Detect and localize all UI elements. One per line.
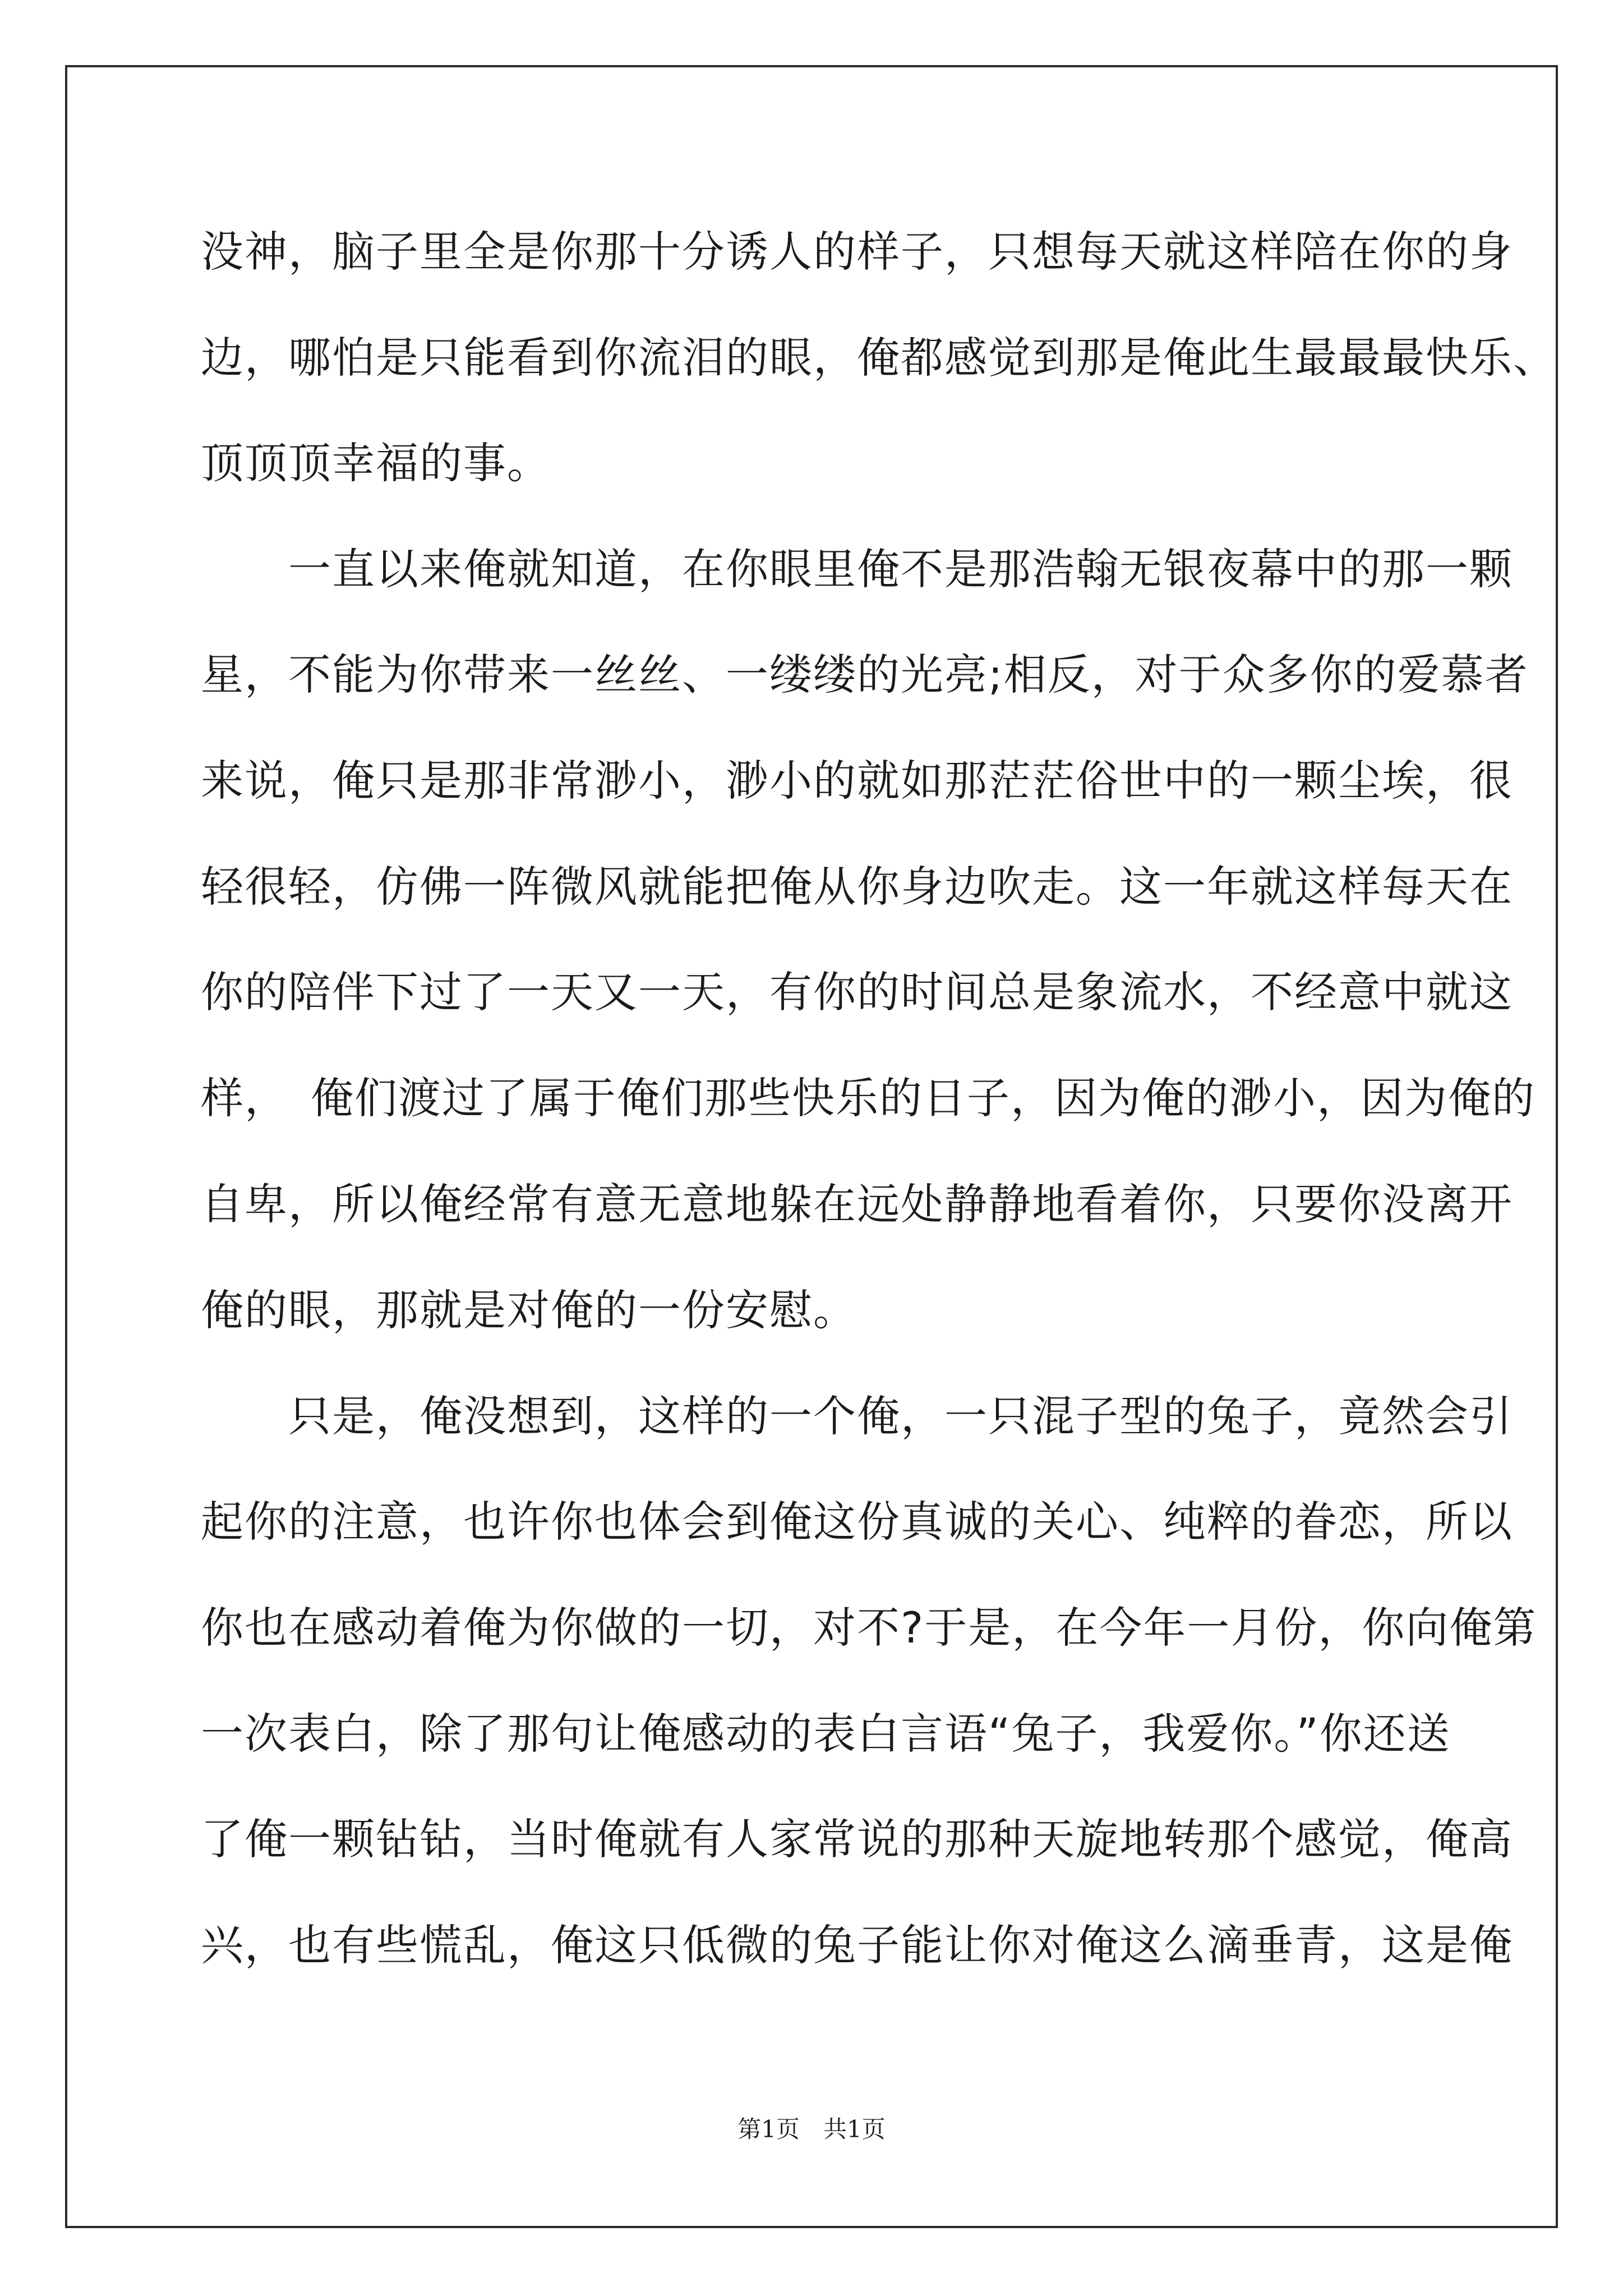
text-line: 顶顶顶幸福的事。 <box>201 438 551 488</box>
text-line: 来说，俺只是那非常渺小，渺小的就如那茫茫俗世中的一颗尘埃，很 <box>201 756 1513 806</box>
text-line: 俺的眼，那就是对俺的一份安慰。 <box>201 1285 857 1335</box>
text-line: 只是，俺没想到，这样的一个俺，一只混子型的兔子，竟然会引 <box>201 1391 1513 1441</box>
page-border <box>65 65 1558 2228</box>
text-line: 起你的注意，也许你也体会到俺这份真诚的关心、纯粹的眷恋，所以 <box>201 1497 1513 1547</box>
text-line: 了俺一颗钻钻，当时俺就有人家常说的那种天旋地转那个感觉，俺高 <box>201 1814 1513 1864</box>
text-line: 没神，脑子里全是你那十分诱人的样子，只想每天就这样陪在你的身 <box>201 227 1513 277</box>
text-line: 自卑，所以俺经常有意无意地躲在远处静静地看着你，只要你没离开 <box>201 1179 1513 1229</box>
text-line: 你也在感动着俺为你做的一切，对不?于是，在今年一月份，你向俺第 <box>201 1603 1537 1653</box>
text-line: 轻很轻，仿佛一阵微风就能把俺从你身边吹走。这一年就这样每天在 <box>201 862 1513 912</box>
text-line: 你的陪伴下过了一天又一天，有你的时间总是象流水，不经意中就这 <box>201 967 1513 1017</box>
text-line: 样， 俺们渡过了属于俺们那些快乐的日子，因为俺的渺小，因为俺的 <box>201 1073 1536 1123</box>
text-line: 边，哪怕是只能看到你流泪的眼，俺都感觉到那是俺此生最最最快乐、 <box>201 333 1557 383</box>
text-line: 星，不能为你带来一丝丝、一缕缕的光亮;相反，对于众多你的爱慕者 <box>201 650 1529 700</box>
page-number: 第1页 共1页 <box>737 2115 886 2143</box>
text-line: 一次表白，除了那句让俺感动的表白言语“兔子，我爱你。”你还送 <box>201 1709 1451 1759</box>
text-line: 兴，也有些慌乱，俺这只低微的兔子能让你对俺这么滴垂青，这是俺 <box>201 1920 1513 1970</box>
text-line: 一直以来俺就知道，在你眼里俺不是那浩翰无银夜幕中的那一颗 <box>201 544 1513 594</box>
